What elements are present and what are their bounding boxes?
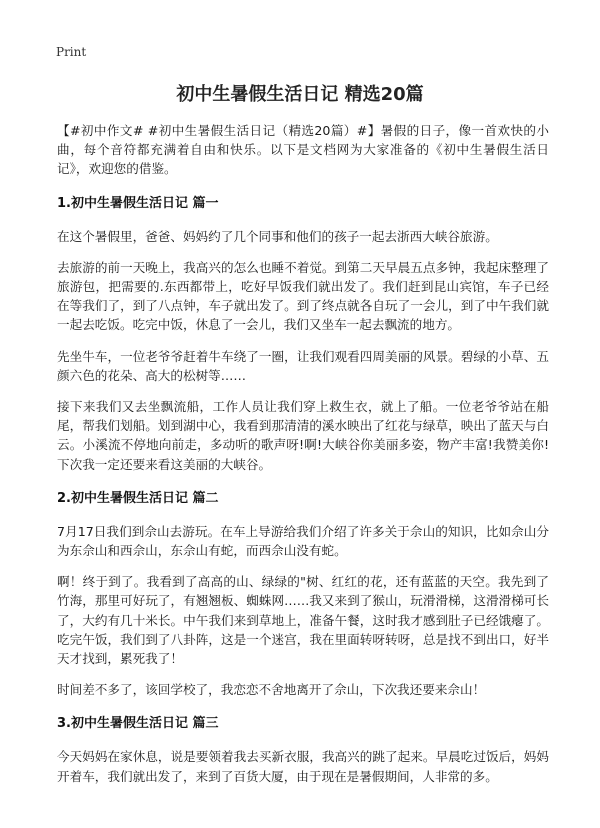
paragraph: 去旅游的前一天晚上，我高兴的怎么也睡不着觉。到第二天早晨五点多钟，我起床整理了旅游包，把需要的.东西都带上，吃好早饭我们就出发了。我们赶到昆山宾馆，车子已经在等我们了，到了八点钟，车子就出发了。到了终点就各自玩了一会儿，到了中午我们就一起去吃饭。吃完中饭，休息了一会儿，我们又坐车一起去飘流的地方。 <box>57 259 549 333</box>
paragraph: 接下来我们又去坐飘流船，工作人员让我们穿上救生衣，就上了船。一位老爷爷站在船尾，帮我们划船。划到湖中心，我看到那清清的溪水映出了红花与绿草，映出了蓝天与白云。小溪流不停地向前走，多动听的歌声呀!啊!大峡谷你美丽多姿，物产丰富!我赞美你!下次我一定还要来看这美丽的大峡谷。 <box>57 399 549 472</box>
paragraph: 在这个暑假里，爸爸、妈妈约了几个同事和他们的孩子一起去浙西大峡谷旅游。 <box>57 228 498 244</box>
article-body <box>57 121 549 786</box>
section-heading-2: 2.初中生暑假生活日记 篇二 <box>57 490 219 506</box>
paragraph: 今天妈妈在家休息，说是要领着我去买新衣服，我高兴的跳了起来。早晨吃过饭后，妈妈开着车，我们就出发了，来到了百货大厦，由于现在是暑假期间，人非常的多。 <box>57 749 549 784</box>
paragraph: 时间差不多了，该回学校了，我恋恋不舍地离开了佘山，下次我还要来佘山！ <box>57 682 486 698</box>
intro-paragraph: 【#初中作文# #初中生暑假生活日记（精选20篇）#】暑假的日子，像一首欢快的小曲，每个音符都充满着自由和快乐。以下是文档网为大家准备的《初中生暑假生活日记》，欢迎您的借鉴。 <box>57 123 549 177</box>
paragraph: 啊！终于到了。我看到了高高的山、绿绿的"树、红红的花，还有蓝蓝的天空。我先到了竹海，那里可好玩了，有翘翘板、蜘蛛网……我又来到了猴山，玩滑滑梯，这滑滑梯可长了，大约有几十米长。中午我们来到草地上，准备午餐，这时我才感到肚子已经饿瘪了。吃完午饭，我们到了八卦阵，这是一个迷宫，我在里面转呀转呀，总是找不到出口，好半天才找到，累死我了！ <box>57 574 549 667</box>
paragraph: 7月17日我们到佘山去游玩。在车上导游给我们介绍了许多关于佘山的知识，比如佘山分为东佘山和西佘山，东佘山有蛇，而西佘山没有蛇。 <box>57 523 549 559</box>
page-title: 初中生暑假生活日记 精选20篇 <box>176 84 424 105</box>
print-link[interactable]: Print <box>56 45 87 59</box>
section-heading-1: 1.初中生暑假生活日记 篇一 <box>57 195 219 211</box>
paragraph: 先坐牛车，一位老爷爷赶着牛车绕了一圈，让我们观看四周美丽的风景。碧绿的小草、五颜六色的花朵、高大的松树等…… <box>57 348 549 383</box>
section-heading-3: 3.初中生暑假生活日记 篇三 <box>57 716 219 732</box>
